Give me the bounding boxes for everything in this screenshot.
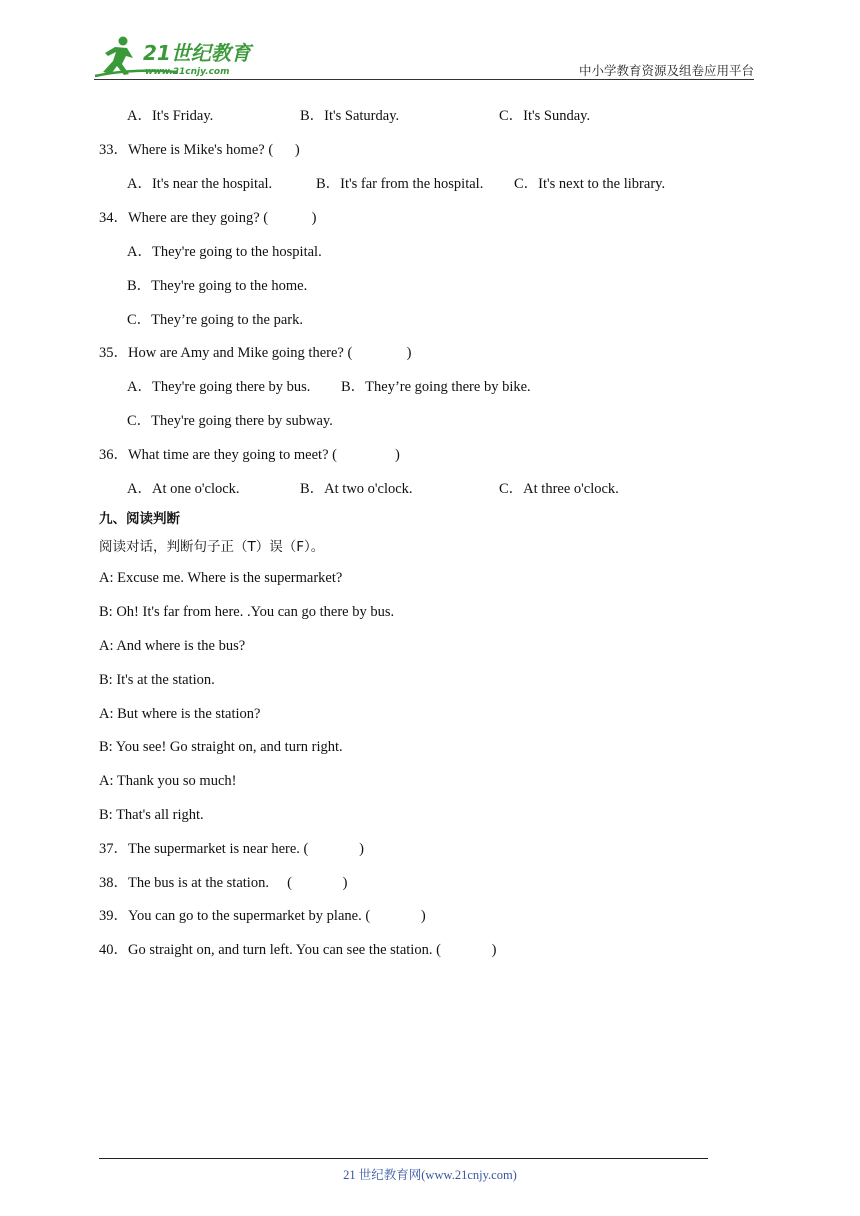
q32-option-b: B．It's Saturday.	[300, 108, 400, 124]
q35-option-b: B．They’re going there by bike.	[341, 379, 531, 395]
q34-option-c: C．They’re going to the park.	[127, 312, 303, 328]
dialogue-line: B: It's at the station.	[99, 672, 215, 688]
dialogue-line: B: That's all right.	[99, 807, 204, 823]
q36-option-a: A．At one o'clock.	[127, 481, 240, 497]
dialogue-line: A: But where is the station?	[99, 706, 261, 722]
q35-option-c: C．They're going there by subway.	[127, 413, 333, 429]
q35-question: 35．How are Amy and Mike going there? ( )	[99, 345, 412, 361]
q32-option-a: A．It's Friday.	[127, 108, 214, 124]
svg-text:www.21cnjy.com: www.21cnjy.com	[145, 67, 230, 77]
q36-option-b: B．At two o'clock.	[300, 481, 413, 497]
q37-question: 37．The supermarket is near here. ( )	[99, 841, 364, 857]
footer-divider	[99, 1158, 708, 1159]
dialogue-line: A: Excuse me. Where is the supermarket?	[99, 570, 343, 586]
q32-option-c: C．It's Sunday.	[499, 108, 591, 124]
q33-option-a: A．It's near the hospital.	[127, 176, 273, 192]
q34-option-a: A．They're going to the hospital.	[127, 244, 322, 260]
footer-site-link[interactable]: 21 世纪教育网(www.21cnjy.com)	[343, 1168, 517, 1182]
site-logo	[93, 34, 268, 80]
q39-question: 39．You can go to the supermarket by plane. ( )	[99, 908, 426, 924]
q33-option-b: B．It's far from the hospital.	[316, 176, 484, 192]
q36-question: 36．What time are they going to meet? ( )	[99, 447, 400, 463]
svg-text:21世纪教育: 21世纪教育	[143, 41, 251, 65]
runner-logo-icon	[93, 34, 268, 80]
q34-option-b: B．They're going to the home.	[127, 278, 308, 294]
section-title: 九、阅读判断	[99, 511, 180, 527]
dialogue-line: B: You see! Go straight on, and turn right.	[99, 739, 343, 755]
dialogue-line: A: Thank you so much!	[99, 773, 237, 789]
q34-question: 34．Where are they going? ( )	[99, 210, 317, 226]
q35-option-a: A．They're going there by bus.	[127, 379, 311, 395]
q38-question: 38．The bus is at the station. ( )	[99, 875, 348, 891]
header-platform-text: 中小学教育资源及组卷应用平台	[578, 63, 754, 78]
header-divider	[94, 79, 754, 80]
q40-question: 40．Go straight on, and turn left. You can see the station. ( )	[99, 942, 497, 958]
q36-option-c: C．At three o'clock.	[499, 481, 619, 497]
q33-option-c: C．It's next to the library.	[514, 176, 666, 192]
section-instruction: 阅读对话，判断句子正（T）误（F）。	[99, 539, 325, 555]
dialogue-line: B: Oh! It's far from here. .You can go there by bus.	[99, 604, 395, 620]
dialogue-line: A: And where is the bus?	[99, 638, 246, 654]
q33-question: 33．Where is Mike's home? ( )	[99, 142, 300, 158]
